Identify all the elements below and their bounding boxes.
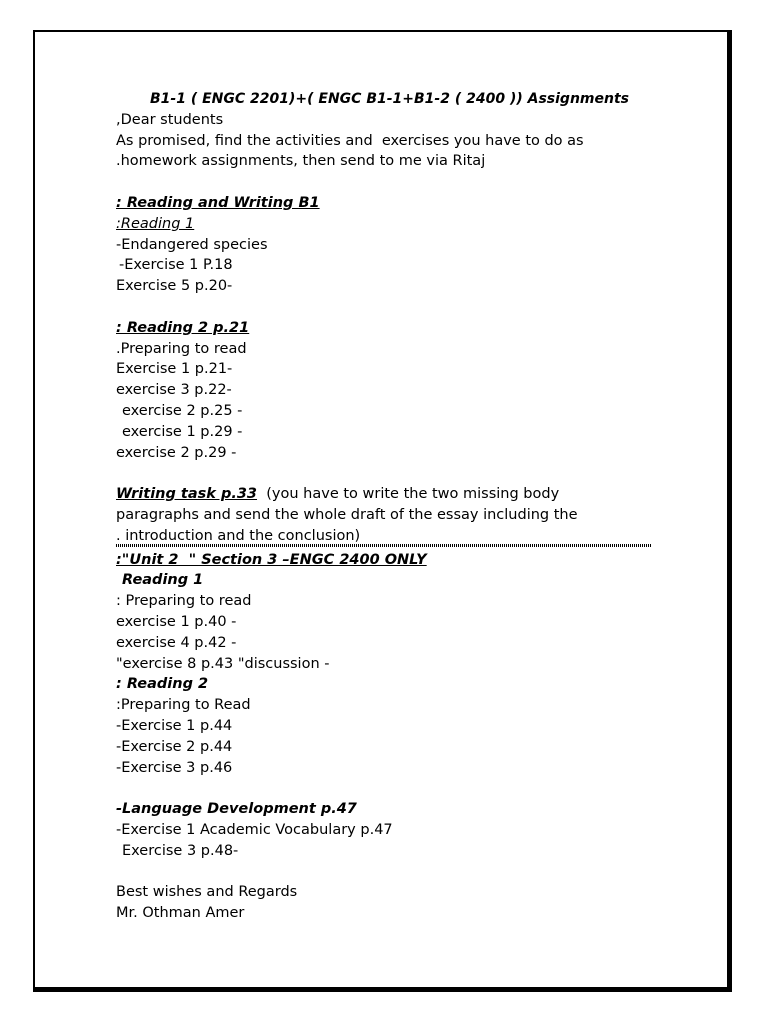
section-heading-reading-2: : Reading 2 p.21 — [116, 319, 250, 336]
list-item: exercise 4 p.42 - — [116, 634, 237, 651]
list-item: exercise 1 p.29 - — [122, 423, 243, 440]
writing-task-text: (you have to write the two missing body — [257, 486, 560, 503]
list-item: "exercise 8 p.43 "discussion - — [116, 655, 330, 672]
list-item: exercise 3 p.22- — [116, 382, 232, 399]
subheading-reading-2: : Reading 2 — [116, 676, 209, 693]
list-item: Exercise 1 p.21- — [116, 361, 233, 378]
list-item: -Exercise 1 P.18 — [119, 257, 233, 274]
signature: Mr. Othman Amer — [116, 905, 245, 922]
list-item: Exercise 3 p.48- — [122, 842, 239, 859]
intro-line: .homework assignments, then send to me via Ritaj — [116, 153, 486, 170]
writing-task-text: . introduction and the conclusion) — [116, 527, 361, 544]
list-item: exercise 2 p.25 - — [122, 402, 243, 419]
writing-task-text: paragraphs and send the whole draft of the essay including the — [116, 506, 578, 523]
list-item: : Preparing to read — [116, 593, 252, 610]
section-heading-language-development: -Language Development p.47 — [116, 801, 357, 818]
writing-task-label: Writing task p.33 — [116, 486, 258, 503]
document-body — [116, 89, 676, 924]
closing-line: Best wishes and Regards — [116, 884, 298, 901]
list-item: -Exercise 3 p.46 — [116, 759, 233, 776]
list-item: .Preparing to read — [116, 340, 247, 357]
list-item: :Preparing to Read — [116, 697, 251, 714]
list-item: Exercise 5 p.20- — [116, 278, 233, 295]
list-item: exercise 1 p.40 - — [116, 613, 237, 630]
subheading-reading-1: :Reading 1 — [116, 215, 195, 232]
list-item: -Exercise 1 Academic Vocabulary p.47 — [116, 821, 393, 838]
section-heading-unit-2: :"Unit 2 " Section 3 –ENGC 2400 ONLY — [116, 551, 427, 568]
intro-line: As promised, find the activities and exercises you have to do as — [116, 132, 584, 149]
list-item: -Exercise 2 p.44 — [116, 738, 233, 755]
document-title: B1-1 ( ENGC 2201)+( ENGC B1-1+B1-2 ( 2400 )) Assignments — [150, 91, 629, 107]
greeting: ,Dear students — [116, 111, 224, 128]
subheading-reading-1: Reading 1 — [122, 572, 204, 589]
list-item: exercise 2 p.29 - — [116, 444, 237, 461]
writing-task-line — [116, 484, 676, 505]
list-item: -Endangered species — [116, 236, 268, 253]
list-item: -Exercise 1 p.44 — [116, 717, 233, 734]
section-heading-reading-writing: : Reading and Writing B1 — [116, 194, 320, 211]
